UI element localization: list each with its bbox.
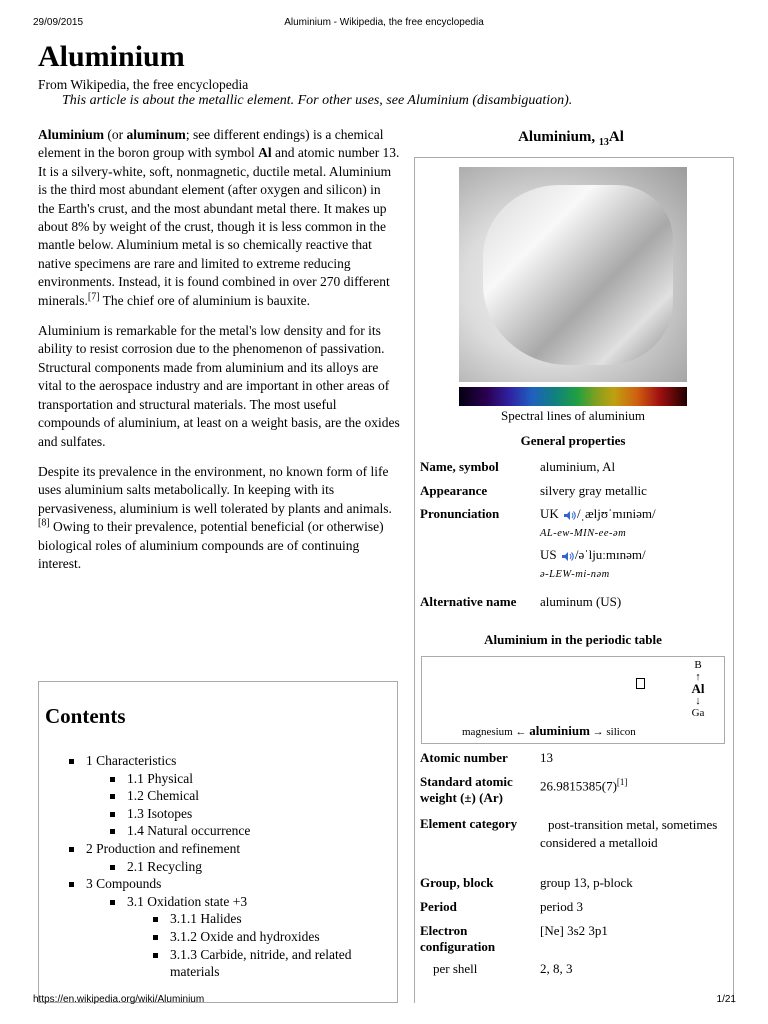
periodic-table-navigator: B ↑ Al ↓ Ga magnesium ← aluminium → silicon — [421, 656, 725, 744]
toc-item[interactable]: 3 Compounds — [86, 875, 386, 893]
article-body — [38, 126, 400, 585]
page-number: 1/21 — [716, 994, 736, 1005]
intro-paragraph-3: Despite its prevalence in the environment, no known form of life uses aluminium salts metabolically. In keeping with its pervasiveness, aluminium is well tolerated by plants and animals.[8] Owing to their prevalence, potential beneficial (or otherwise) biological roles of aluminium compounds are of continuing interest. — [38, 463, 392, 571]
toc-item[interactable]: 1 Characteristics — [86, 752, 386, 770]
page-url: https://en.wikipedia.org/wiki/Aluminium — [33, 994, 205, 1005]
element-above[interactable]: B — [694, 659, 702, 671]
tagline: From Wikipedia, the free encyclopedia — [38, 77, 249, 92]
speaker-icon[interactable] — [561, 551, 574, 562]
element-symbol: Al — [691, 681, 705, 696]
speaker-icon[interactable] — [563, 510, 576, 521]
intro-paragraph-1: Aluminium (or aluminum; see different endings) is a chemical element in the boron group with symbol Al and atomic number 13. It is a silvery-white, soft, nonmagnetic, ductile metal. Aluminium is the third most abundant element (after oxygen and silicon) in the Earth's crust, and the most abundant metal there. It makes up about 8% by weight of the crust, though it is less common in the mantle below. Aluminium metal is so chemically reactive that native specimens are rare and limited to extreme reducing environments. Instead, it is found combined in over 270 different minerals.[7] The chief ore of aluminium is bauxite. — [38, 127, 400, 308]
print-date: 29/09/2015 — [33, 17, 84, 28]
general-properties-heading: General properties — [520, 433, 626, 448]
ipa-us[interactable]: /əˈljuːmɪnəm/ — [574, 547, 646, 562]
element-center: aluminium — [529, 723, 590, 738]
page-title: Aluminium — [38, 40, 185, 73]
toc-item[interactable]: 1.2 Chemical — [127, 787, 386, 805]
toc-item[interactable]: 2.1 Recycling — [127, 858, 386, 876]
periodic-table-placeholder[interactable] — [636, 678, 645, 689]
element-left[interactable]: magnesium — [462, 726, 513, 738]
spectrum-image[interactable] — [459, 387, 687, 406]
citation-link[interactable]: [8] — [38, 517, 50, 529]
aluminium-photo[interactable] — [459, 167, 687, 382]
spectrum-caption: Spectral lines of aluminium — [500, 408, 646, 423]
hatnote[interactable]: This article is about the metallic element. For other uses, see Aluminium (disambiguation). — [62, 93, 573, 108]
element-right[interactable]: silicon — [606, 726, 636, 738]
infobox-title: Aluminium, $_{13}$Al — [518, 129, 624, 148]
ipa-uk[interactable]: /ˌæljʊˈmɪniəm/ — [577, 506, 656, 521]
toc-item[interactable]: 1.1 Physical — [127, 770, 386, 788]
infobox: Spectral lines of aluminium General properties Name, symbol aluminium, Al Appearance silvery gray metallic Pronunciation UK /ˌæljʊˈmɪniəm/ AL-ew-MIN-ee-əm US /əˈljuːmɪnəm/ ə-LEW-mi-nəm Alternative name aluminum (US) Aluminium in the periodic table B ↑ Al ↓ Ga magnesium ← aluminium → silicon Atomic number 13 Standard atomic weight (±) (Ar) 26.9815385(7)[1] Element category post-transition metal, sometimes considered a metalloid Group, block group 13, p-block Period period 3 Electron configuration [Ne] 3s2 3p1 per shell 2, 8, 3 — [414, 157, 734, 1003]
citation-link[interactable]: [1] — [616, 777, 628, 787]
toc-item[interactable]: 3.1.3 Carbide, nitride, and related materials — [170, 946, 386, 981]
toc-item[interactable]: 3.1.1 Halides — [170, 910, 386, 928]
toc-heading: Contents — [45, 704, 126, 728]
toc-item[interactable]: 2 Production and refinement — [86, 840, 386, 858]
element-below[interactable]: Ga — [691, 707, 705, 719]
toc-item[interactable]: 1.3 Isotopes — [127, 805, 386, 823]
intro-paragraph-2: Aluminium is remarkable for the metal's low density and for its ability to resist corrosion due to the phenomenon of passivation. Structural components made from aluminium and its alloys are vital to the aerospace industry and are important in other areas of transportation and structural materials. The most useful compounds of aluminium, at least on a weight basis, are the oxides and sulfates. — [38, 323, 400, 449]
print-title: Aluminium - Wikipedia, the free encyclopedia — [284, 17, 484, 28]
toc-item[interactable]: 1.4 Natural occurrence — [127, 822, 386, 840]
toc-item[interactable]: 3.1 Oxidation state +3 — [127, 893, 386, 911]
citation-link[interactable]: [7] — [87, 291, 100, 303]
toc-item[interactable]: 3.1.2 Oxide and hydroxides — [170, 928, 386, 946]
periodic-table-heading: Aluminium in the periodic table — [484, 632, 662, 647]
table-of-contents — [38, 681, 398, 1003]
